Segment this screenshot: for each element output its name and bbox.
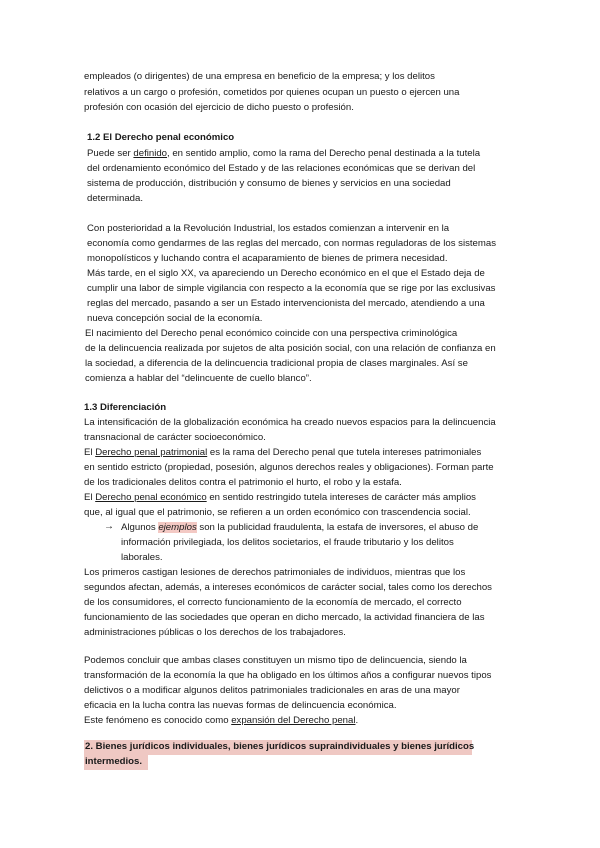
text-line [84, 714, 358, 728]
text-line: segundos afectan, además, a intereses económicos de carácter social, tales como los derechos [84, 582, 492, 593]
text-line: empleados (o dirigentes) de una empresa en beneficio de la empresa; y los delitos [84, 71, 435, 82]
text-fragment: en sentido restringido tutela intereses de carácter más amplios [206, 492, 476, 503]
text-fragment: es la rama del Derecho penal que tutela intereses patrimoniales [207, 447, 482, 458]
text-fragment: Algunos [121, 522, 159, 533]
text-line: cumplir una labor de simple vigilancia con respecto a la economía que se rige por las exclusivas [87, 283, 496, 294]
highlighted-term: ejemplos [158, 522, 197, 533]
text-line: de la delincuencia realizada por sujetos de alta posición social, con una relación de confianza en [85, 343, 496, 354]
text-line: reglas del mercado, pasando a ser un Estado intervencionista del mercado, atendiendo a una [87, 298, 485, 309]
text-fragment: Este fenómeno es conocido como [84, 715, 232, 726]
text-line: del ordenamiento económico del Estado y de las relaciones económicas que se derivan del [87, 163, 476, 174]
text-line: economía como gendarmes de las reglas del mercado, con normas reguladoras de los sistemas [87, 238, 497, 249]
text-line: determinada. [87, 193, 143, 204]
text-line: monopolísticos y luchando contra el acaparamiento de bienes de primera necesidad. [87, 253, 448, 264]
section-heading: 2. Bienes jurídicos individuales, bienes jurídicos supraindividuales y bienes jurídicos [85, 741, 475, 752]
text-line: de los tradicionales delitos contra el patrimonio el hurto, el robo y la estafa. [84, 477, 402, 488]
text-line: comienza a hablar del “delincuente de cuello blanco”. [85, 373, 312, 384]
bullet-line: información privilegiada, los delitos societarios, el fraude tributario y los delitos [121, 537, 454, 548]
text-line: que, al igual que el patrimonio, se refieren a un orden económico con trascendencia social. [84, 507, 471, 518]
text-fragment: El [84, 447, 96, 458]
section-heading: 1.2 El Derecho penal económico [87, 132, 235, 143]
text-line: delictivos o a modificar algunos delitos patrimoniales tradicionales en aras de una mayor [84, 685, 460, 696]
text-line: La intensificación de la globalización económica ha creado nuevos espacios para la delincuencia [84, 417, 496, 428]
text-line: relativos a un cargo o profesión, cometidos por quienes ocupan un puesto o ejercen una [84, 87, 460, 98]
text-line: transformación de la economía la que ha obligado en los últimos años a configurar nuevos tipos [84, 670, 492, 681]
text-line: Con posterioridad a la Revolución Industrial, los estados comienzan a intervenir en la [87, 223, 450, 234]
bullet-line [121, 521, 478, 535]
arrow-bullet-icon: → [104, 521, 114, 532]
underlined-term: definido [133, 148, 168, 159]
section-heading: 1.3 Diferenciación [84, 402, 167, 413]
text-line: Más tarde, en el siglo XX, va apareciendo un Derecho económico en el que el Estado deja de [87, 268, 485, 279]
text-fragment: . [355, 715, 359, 726]
text-line: Los primeros castigan lesiones de derechos patrimoniales de individuos, mientras que los [84, 567, 466, 578]
underlined-term: Derecho penal patrimonial [95, 447, 208, 458]
underlined-term: expansión del Derecho penal [231, 715, 356, 726]
text-line: la sociedad, a diferencia de la delincuencia tradicional propia de clases marginales. Así se [85, 358, 468, 369]
text-line: profesión con ocasión del ejercicio de dicho puesto o profesión. [84, 102, 354, 113]
text-line: nueva concepción social de la economía. [87, 313, 263, 324]
text-line: funcionamiento de las sociedades que operan en dicho mercado, la actividad financiera de las [84, 612, 485, 623]
text-fragment: Puede ser [87, 148, 134, 159]
text-fragment: , en sentido amplio, como la rama del Derecho penal destinada a la tutela [167, 148, 481, 159]
underlined-term: Derecho penal económico [95, 492, 207, 503]
section-heading: intermedios. [85, 756, 143, 767]
text-line: de los consumidores, el correcto funcionamiento de la economía de mercado, el correcto [84, 597, 462, 608]
text-line: El nacimiento del Derecho penal económico coincide con una perspectiva criminológica [85, 328, 458, 339]
text-fragment: El [84, 492, 96, 503]
bullet-line: laborales. [121, 552, 163, 563]
text-line: Podemos concluir que ambas clases constituyen un mismo tipo de delincuencia, siendo la [84, 655, 467, 666]
text-fragment: son la publicidad fraudulenta, la estafa de inversores, el abuso de [196, 522, 479, 533]
text-line: en sentido estricto (propiedad, posesión, algunos derechos reales y obligaciones). Forman parte [84, 462, 494, 473]
text-line [84, 446, 481, 460]
text-line: eficacia en la lucha contra las nuevas formas de delincuencia económica. [84, 700, 397, 711]
text-line: transnacional de carácter socioeconómico. [84, 432, 266, 443]
text-line: sistema de producción, distribución y consumo de bienes y servicios en una sociedad [87, 178, 451, 189]
text-line: administraciones públicas o los derechos de los trabajadores. [84, 627, 346, 638]
text-line [84, 491, 476, 505]
text-line [87, 147, 480, 161]
